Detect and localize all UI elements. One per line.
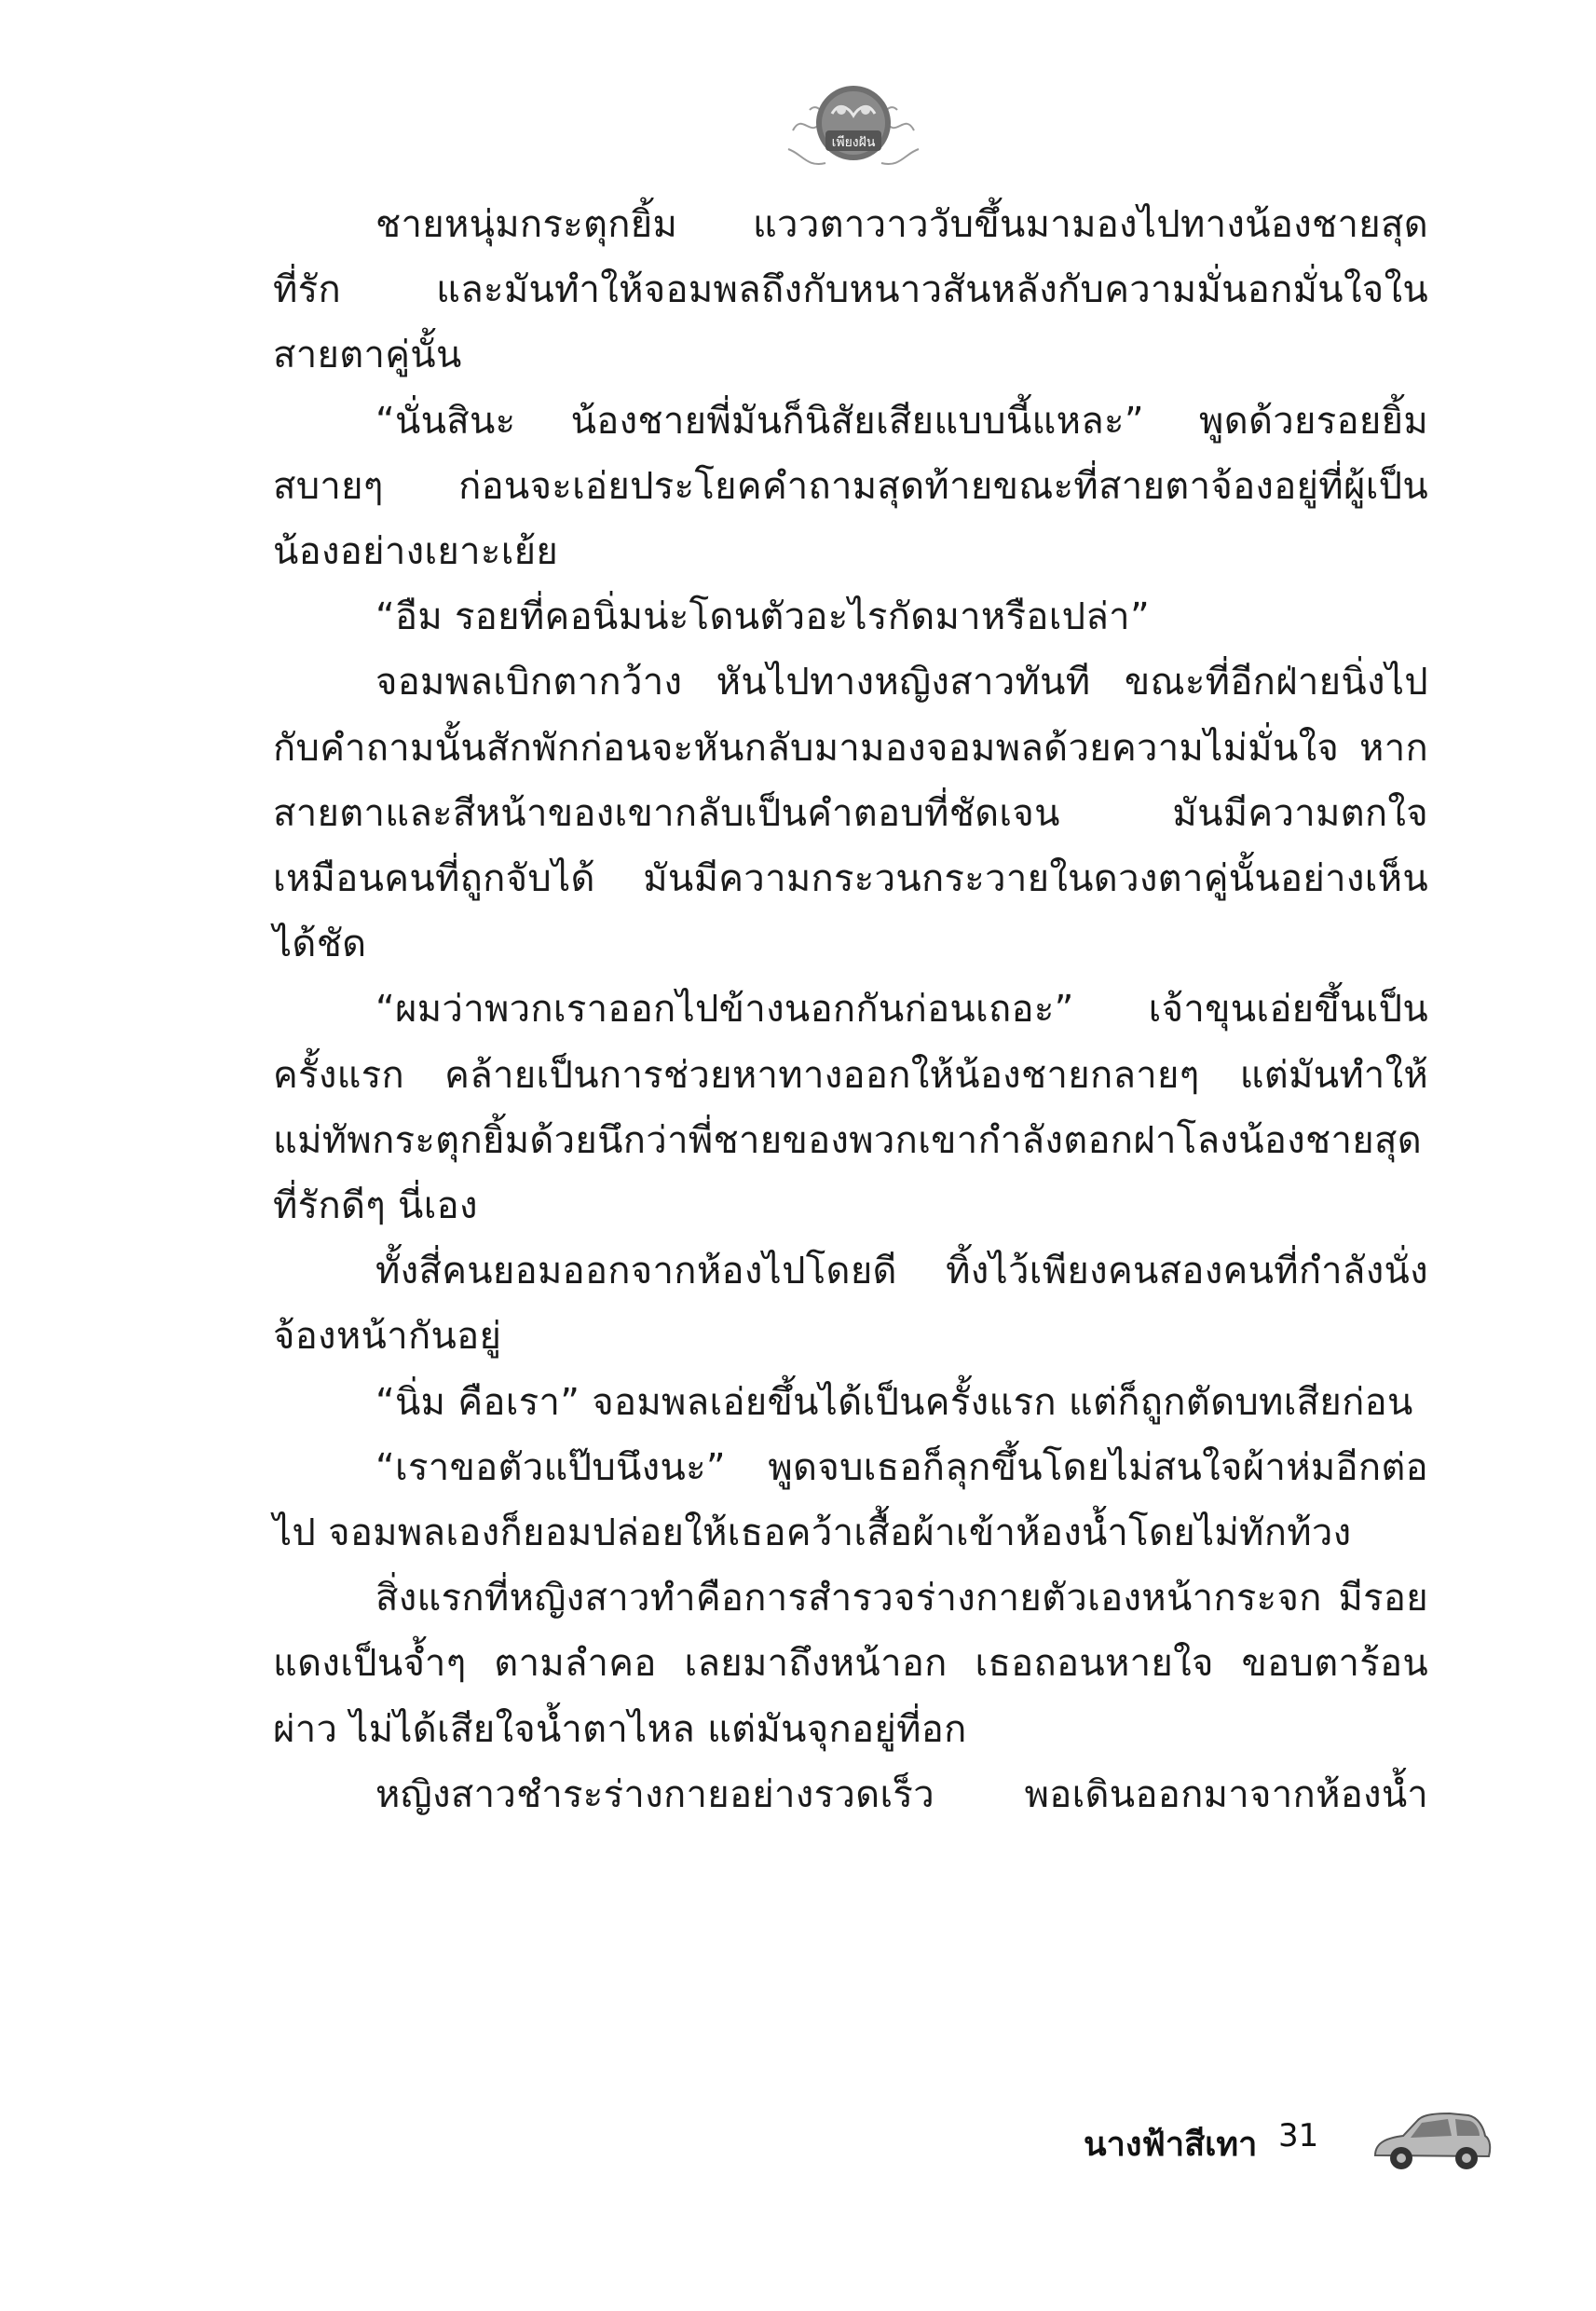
paragraph: ชายหนุ่มกระตุกยิ้ม แววตาวาววับขึ้นมามองไปทางน้องชายสุดที่รัก และมันทำให้จอมพลถึงกับหนาวสันหลังกับความมั่นอกมั่นใจในสายตาคู่นั้น	[273, 203, 1428, 377]
body-text	[273, 192, 1428, 1827]
paragraph: หญิงสาวชำระร่างกายอย่างรวดเร็ว พอเดินออกมาจากห้องน้ำ	[375, 1772, 1428, 1816]
emblem-text: เพียงฝัน	[831, 135, 876, 150]
page-footer	[0, 2104, 1596, 2197]
paragraph: “นิ่ม คือเรา” จอมพลเอ่ยขึ้นได้เป็นครั้งแรก แต่ก็ถูกตัดบทเสียก่อน	[375, 1380, 1413, 1424]
paragraph: “นั่นสินะ น้องชายพี่มันก็นิสัยเสียแบบนี้แหละ” พูดด้วยรอยยิ้มสบายๆ ก่อนจะเอ่ยประโยคคำถามสุดท้ายขณะที่สายตาจ้องอยู่ที่ผู้เป็นน้องอย่างเยาะเย้ย	[273, 399, 1428, 574]
car-icon	[1366, 2104, 1496, 2179]
paragraph: จอมพลเบิกตากว้าง หันไปทางหญิงสาวทันที ขณะที่อีกฝ่ายนิ่งไปกับคำถามนั้นสักพักก่อนจะหันกลับมามองจอมพลด้วยความไม่มั่นใจ หากสายตาและสีหน้าของเขากลับเป็นคำตอบที่ชัดเจน มันมีความตกใจเหมือนคนที่ถูกจับได้ มันมีความกระวนกระวายในดวงตาคู่นั้นอย่างเห็นได้ชัด	[273, 661, 1428, 966]
paragraph: สิ่งแรกที่หญิงสาวทำคือการสำรวจร่างกายตัวเองหน้ากระจก มีรอยแดงเป็นจ้ำๆ ตามลำคอ เลยมาถึงหน้าอก เธอถอนหายใจ ขอบตาร้อนผ่าว ไม่ได้เสียใจน้ำตาไหล แต่มันจุกอยู่ที่อก	[273, 1577, 1428, 1751]
page-number: 31	[1278, 2117, 1319, 2154]
book-title: นางฟ้าสีเทา	[1084, 2126, 1258, 2164]
paragraph: “ผมว่าพวกเราออกไปข้างนอกกันก่อนเถอะ” เจ้าขุนเอ่ยขึ้นเป็นครั้งแรก คล้ายเป็นการช่วยหาทางออกให้น้องชายกลายๆ แต่มันทำให้แม่ทัพกระตุกยิ้มด้วยนึกว่าพี่ชายของพวกเขากำลังตอกฝาโลงน้องชายสุดที่รักดีๆ นี่เอง	[273, 988, 1428, 1228]
paragraph: “เราขอตัวแป๊บนึงนะ” พูดจบเธอก็ลุกขึ้นโดยไม่สนใจผ้าห่มอีกต่อไป จอมพลเองก็ยอมปล่อยให้เธอคว้าเสื้อผ้าเข้าห้องน้ำโดยไม่ทักท้วง	[273, 1445, 1428, 1555]
paragraph: “อืม รอยที่คอนิ่มน่ะโดนตัวอะไรกัดมาหรือเปล่า”	[375, 595, 1150, 639]
paragraph: ทั้งสี่คนยอมออกจากห้องไปโดยดี ทิ้งไว้เพียงคนสองคนที่กำลังนั่งจ้องหน้ากันอยู่	[273, 1250, 1428, 1359]
ornament-emblem-icon	[784, 65, 923, 186]
